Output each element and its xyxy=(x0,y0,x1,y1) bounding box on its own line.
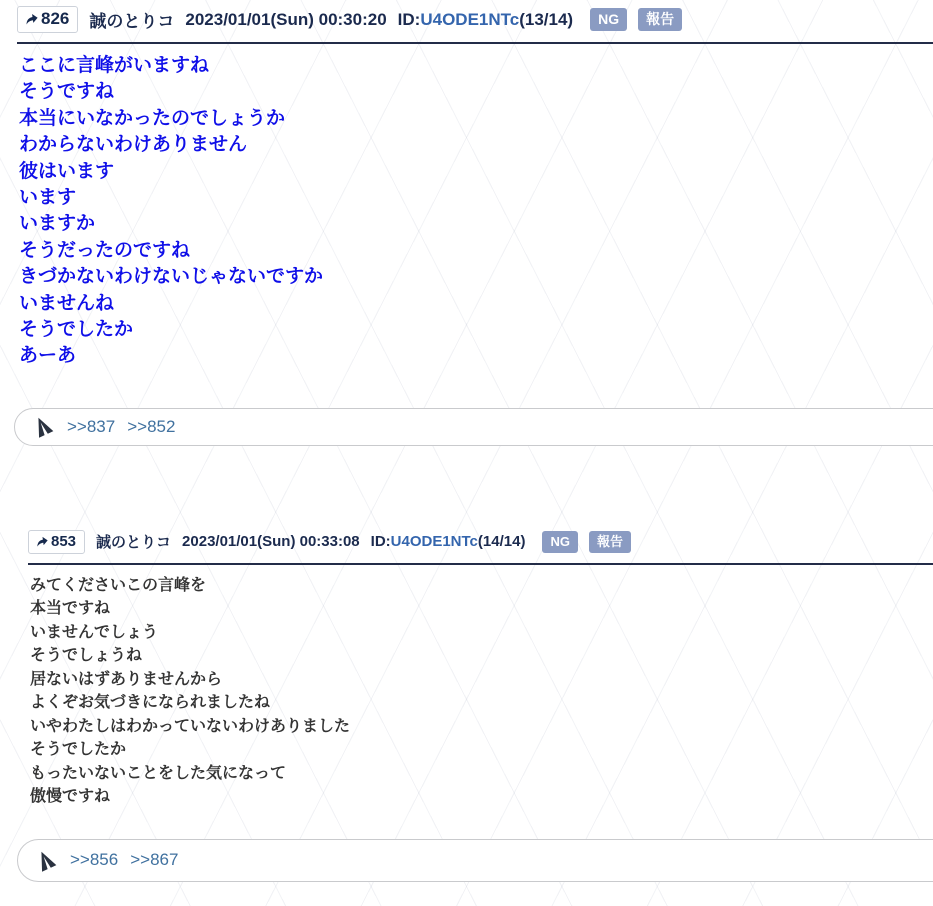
post-author: 誠のとりコ xyxy=(89,12,175,31)
post-date: 2023/01/01(Sun) 00:33:08 xyxy=(182,533,360,551)
reply-links xyxy=(70,850,178,870)
post-date: 2023/01/01(Sun) 00:30:20 xyxy=(185,9,387,29)
post-line: そうでしたか xyxy=(30,741,127,759)
post-line: ここに言峰がいますね xyxy=(19,55,210,76)
forward-arrow-icon xyxy=(24,12,38,26)
post-line: あーあ xyxy=(19,345,77,367)
reply-bar xyxy=(17,839,933,882)
post-line: いませんでしょう xyxy=(30,623,159,641)
post-line: もったいないことをした気になって xyxy=(30,764,287,782)
post-number: 853 xyxy=(51,532,77,550)
post-line: いませんね xyxy=(19,292,115,314)
header-divider xyxy=(17,42,933,44)
post-id-count: (13/14) xyxy=(519,9,574,29)
reply-links xyxy=(67,417,175,437)
post-line: そうですね xyxy=(19,81,115,103)
post-line: そうでしょうね xyxy=(30,647,143,665)
post-id xyxy=(398,10,573,30)
post-line: いやわたしはわかっていないわけありました xyxy=(30,717,351,735)
post-number-box[interactable] xyxy=(17,6,78,33)
post-id-value[interactable]: U4ODE1NTc xyxy=(390,533,478,551)
reply-bar xyxy=(14,408,933,446)
post-line: います xyxy=(19,187,77,209)
post-id-label: ID: xyxy=(370,533,391,551)
post-line: そうでしたか xyxy=(19,319,134,341)
forward-arrow-icon xyxy=(35,535,48,548)
post-id-label: ID: xyxy=(397,9,421,29)
post-header xyxy=(17,6,933,42)
post-line: よくぞお気づきになられましたね xyxy=(30,694,271,712)
reply-link[interactable]: >>867 xyxy=(130,850,179,870)
post-line: 本当にいなかったのでしょうか xyxy=(19,107,286,129)
post-line: 傲慢ですね xyxy=(30,788,111,806)
paper-plane-icon xyxy=(32,416,53,437)
post-id-value[interactable]: U4ODE1NTc xyxy=(420,9,520,29)
ng-button[interactable]: NG xyxy=(590,8,627,31)
post-id xyxy=(371,533,526,550)
post-id-count: (14/14) xyxy=(477,533,526,551)
reply-link[interactable]: >>856 xyxy=(70,850,119,870)
post-number-box[interactable] xyxy=(28,530,85,554)
post-line: きづかないわけないじゃないですか xyxy=(19,266,324,288)
report-button[interactable]: 報告 xyxy=(589,531,631,553)
ng-button[interactable]: NG xyxy=(542,531,578,553)
post-line: そうだったのですね xyxy=(19,239,191,261)
post-header xyxy=(28,530,933,563)
post-body xyxy=(19,53,933,370)
post-body xyxy=(30,574,933,809)
post-line: 本当ですね xyxy=(30,600,111,618)
post-line: わからないわけありません xyxy=(19,134,248,156)
post-853 xyxy=(28,530,933,882)
post-line: いますか xyxy=(19,213,96,235)
post-line: みてくださいこの言峰を xyxy=(30,576,207,594)
paper-plane-icon xyxy=(35,850,56,871)
post-number: 826 xyxy=(41,9,70,28)
post-line: 彼はいます xyxy=(19,160,115,182)
post-826 xyxy=(17,0,933,446)
post-author: 誠のとりコ xyxy=(96,534,172,552)
reply-link[interactable]: >>852 xyxy=(127,416,176,436)
header-divider xyxy=(28,563,933,565)
report-button[interactable]: 報告 xyxy=(638,8,682,31)
post-line: 居ないはずありませんから xyxy=(30,670,223,688)
reply-link[interactable]: >>837 xyxy=(67,416,116,436)
